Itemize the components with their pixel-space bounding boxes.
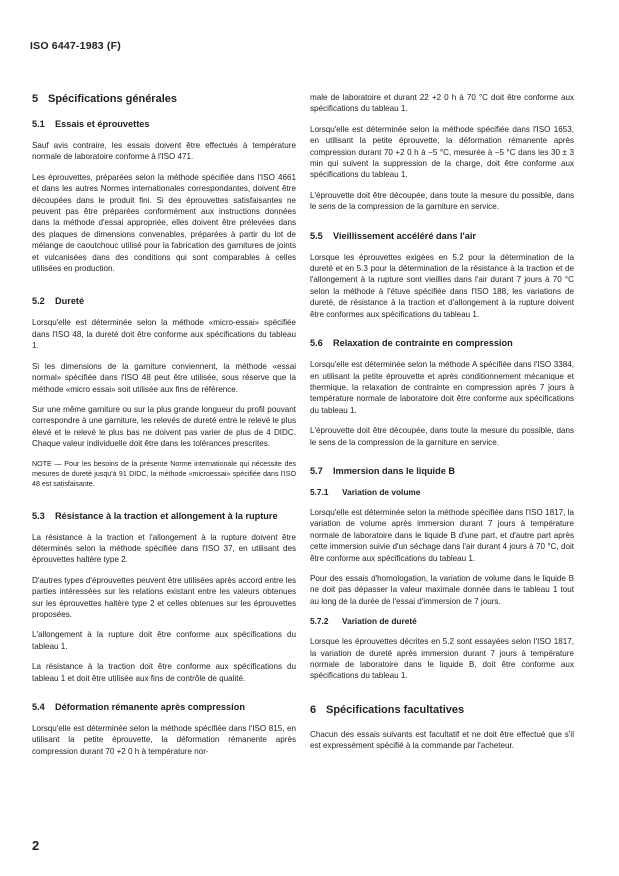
section-title: Spécifications facultatives (326, 703, 465, 716)
section-number: 5.4 (32, 702, 45, 712)
section-title: Relaxation de contrainte en compression (333, 338, 513, 349)
section-title: Variation de dureté (342, 616, 417, 627)
section-5-6-heading (310, 337, 574, 349)
section-5-3-heading (32, 510, 296, 522)
section-5-5-heading (310, 230, 574, 242)
page-number: 2 (32, 838, 40, 853)
section-number: 5 (32, 93, 39, 105)
paragraph: Les éprouvettes, préparées selon la méthode spécifiée dans l'ISO 4661 et dans les autres Normes internationales correspondantes, doivent être découpées dans le produit fini. Si des éprouvettes satisfaisantes ne peuvent pas être préparées conformément aux instructions données dans la méthode d'essai appropriée, elles doivent être prélevées dans des plaques de dimensions convenables, préparées à partir du lot de mélange de caoutchouc utilisé pour la fabrication des garnitures de joints et vulcanisées dans des conditions qui sont comparables à celles utilisées en production. (32, 172, 296, 274)
paragraph: Pour des essais d'homologation, la variation de volume dans le liquide B ne doit pas dépasser la valeur maximale donnée dans le tableau 1 tout au long de la durée de l'essai d'immersion de 7 jours. (310, 573, 574, 606)
section-title: Dureté (55, 296, 85, 307)
paragraph: L'éprouvette doit être découpée, dans toute la mesure du possible, dans le sens de la compression de la garniture en service. (310, 426, 574, 447)
paragraph: Sur une même garniture ou sur la plus grande longueur du profil pouvant correspondre à une garniture, les relevés de dureté entre le relevé le plus élevé et le relevé le plus bas ne doivent pas varier de plus de 4 DIDC. Chaque valeur individuelle doit être dans les tolérances prescrites. (32, 404, 296, 449)
section-6-heading (310, 703, 574, 717)
section-title: Déformation rémanente après compression (55, 702, 245, 712)
paragraph: La résistance à la traction et l'allongement à la rupture doivent être déterminés selon la méthode spécifiée dans l'ISO 37, en utilisant des éprouvettes haltère type 2. (32, 532, 296, 565)
paragraph: L'éprouvette doit être découpée, dans toute la mesure du possible, dans le sens de la compression de la garniture en service. (310, 190, 574, 212)
section-number: 5.7 (310, 465, 323, 476)
paragraph: Chacun des essais suivants est facultatif et ne doit être effectué que s'il est expressément spécifié à la commande par l'acheteur. (310, 729, 574, 751)
paragraph: L'allongement à la rupture doit être conforme aux spécifications du tableau 1. (32, 630, 296, 651)
paragraph: Lorsque les éprouvettes exigées en 5.2 pour la détermination de la dureté et en 5.3 pour la détermination de la résistance à la traction et de l'allongement à la rupture sont vieillies dans l'air durant 7 jours à 70 °C selon la méthode à l'étuve spécifiée dans l'ISO 188, les variations de dureté, de résistance à la traction et d'allongement à la rupture doivent être conformes aux spécifications du tableau 1. (310, 252, 574, 319)
left-column (32, 92, 296, 766)
paragraph: Lorsqu'elle est déterminée selon la méthode spécifiée dans l'ISO 1817, la variation de volume après immersion durant 7 jours à température normale de laboratoire dans le liquide B d'une part, et d'autre part après cette immersion suivie d'un séchage dans l'air durant 4 jours à 70 °C, doit être conforme aux spécifications du tableau 1. (310, 507, 574, 563)
section-number: 5.7.1 (310, 486, 329, 497)
section-5-7-1-heading (310, 487, 574, 498)
section-title: Variation de volume (342, 486, 421, 497)
paragraph: male de laboratoire et durant 22 +2 0 h à 70 °C doit être conforme aux spécifications du tableau 1. (310, 93, 574, 114)
section-5-7-heading (310, 465, 574, 477)
paragraph: D'autres types d'éprouvettes peuvent être utilisées après accord entre les parties intéressées sur les relations existant entre les valeurs obtenues sur les éprouvettes haltère type 2 et celles obtenues sur les éprouvettes proposées. (32, 575, 296, 619)
section-number: 5.3 (32, 510, 45, 521)
note: NOTE — Pour les besoins de la présente Norme internationale qui nécessite des mesures de dureté jusqu'à 91 DIDC, la méthode «microessai» spécifiée dans l'ISO 48 est satisfaisante. (32, 459, 296, 488)
right-column (310, 92, 574, 761)
section-number: 5.7.2 (310, 616, 329, 627)
paragraph: Sauf avis contraire, les essais doivent être effectués à température normale de laboratoire conforme à l'ISO 471. (32, 141, 296, 162)
section-5-2-heading (32, 295, 296, 307)
section-5-1-heading (32, 118, 296, 130)
section-title: Immersion dans le liquide B (333, 465, 456, 476)
paragraph: Lorsque les éprouvettes décrites en 5.2 sont essayées selon l'ISO 1817, la variation de dureté après immersion durant 7 jours à température normale de laboratoire dans le liquide B, doit être conforme aux spécifications du tableau 1. (310, 637, 574, 681)
section-5-7-2-heading (310, 616, 574, 627)
section-title: Spécifications générales (48, 93, 177, 105)
section-number: 5.1 (32, 119, 45, 129)
paragraph: Lorsqu'elle est déterminée selon la méthode spécifiée dans l'ISO 815, en utilisant la petite éprouvette, la déformation rémanente après compression durant 70 +2 0 h à température nor- (32, 724, 296, 756)
section-title: Vieillissement accéléré dans l'air (333, 230, 476, 241)
paragraph: Lorsqu'elle est déterminée selon la méthode A spécifiée dans l'ISO 3384, en utilisant la petite éprouvette et après conditionnement mécanique et thermique, la relaxation de contrainte en compression après 7 jours à température normale de laboratoire doit être conforme aux spécifications du tableau 1. (310, 360, 574, 415)
section-number: 6 (310, 703, 317, 716)
section-title: Essais et éprouvettes (55, 119, 150, 129)
paragraph: Si les dimensions de la garniture conviennent, la méthode «essai normal» spécifiée dans l'ISO 48 peut être utilisée, sous réserve que la méthode «micro essai» soit utilisée aux fins de référence. (32, 361, 296, 394)
section-5-4-heading (32, 701, 296, 713)
paragraph: Lorsqu'elle est déterminée selon la méthode spécifiée dans l'ISO 1653, en utilisant la petite éprouvette, la déformation rémanente après compression durant 70 +2 0 h à −5 °C, mesurée à −5 °C dans les 30 ± 3 min qui suivent la suppression de la charge, doit être conforme aux spécifications du tableau 1. (310, 124, 574, 180)
section-number: 5.2 (32, 296, 45, 307)
paragraph: Lorsqu'elle est déterminée selon la méthode «micro-essai» spécifiée dans l'ISO 48, la dureté doit être conforme aux spécifications du tableau 1. (32, 318, 296, 351)
section-5-heading (32, 92, 296, 106)
section-title: Résistance à la traction et allongement à la rupture (55, 510, 278, 521)
document-reference: ISO 6447-1983 (F) (30, 40, 121, 52)
section-number: 5.5 (310, 230, 323, 241)
paragraph: La résistance à la traction doit être conforme aux spécifications du tableau 1 et doit être utilisée aux fins de contrôle de qualité. (32, 662, 296, 683)
section-number: 5.6 (310, 338, 323, 349)
